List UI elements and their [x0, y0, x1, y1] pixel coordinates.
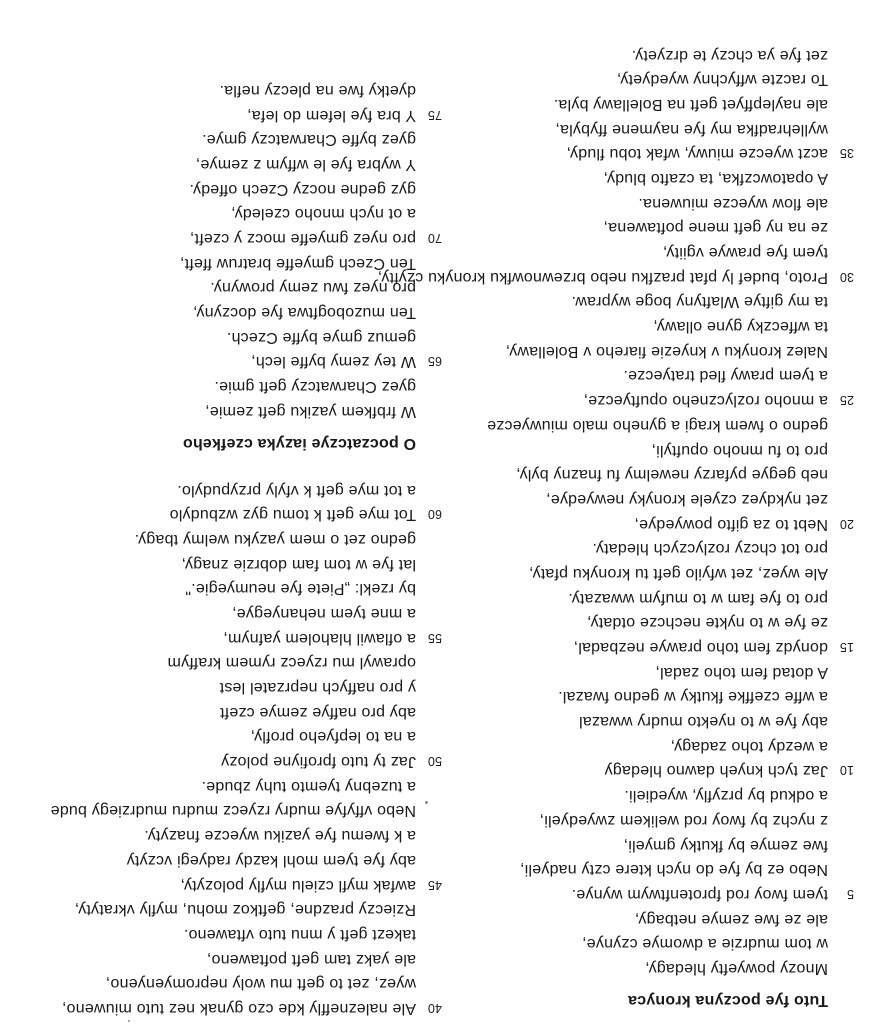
verse-line: [420, 758, 854, 783]
verse-text: Nebo ez by fye do nych ktere czty nadyeli,: [519, 861, 828, 879]
verse-line: [2, 748, 442, 773]
verse-line: [420, 141, 854, 166]
verse-line: [420, 67, 850, 92]
verse-line: [2, 127, 438, 152]
verse-line: [420, 486, 850, 511]
verse-text: gedno o fwem kragi a gyneho malo miuwyecze: [486, 416, 828, 434]
verse-text: Nebt to za gifto powyedye,: [634, 515, 828, 533]
verse-text: awfak myfl czielu myfly polozyty,: [180, 876, 416, 894]
verse-line: [420, 313, 850, 338]
verse-text: pro tot chczy rozlyczych hledaty.: [592, 540, 828, 558]
verse-line: [420, 708, 850, 733]
verse-line: [420, 733, 850, 758]
verse-text: Ten Czech gmyeffe bratruw ffeft,: [179, 254, 416, 272]
line-number: 35: [839, 146, 854, 161]
line-number: 45: [427, 877, 442, 892]
verse-text: by rzekl: „Piete fye neumyegie.": [185, 580, 416, 598]
verse-text: aby fye w to nyekto mudry wwazal: [578, 713, 828, 731]
verse-line: [2, 600, 438, 625]
verse-text: To raczte wffychny wyedyety,: [616, 71, 828, 89]
verse-line: [2, 349, 442, 374]
verse-line: [420, 437, 850, 462]
verse-line: [420, 881, 854, 906]
verse-line: [420, 659, 850, 684]
verse-line: [2, 324, 438, 349]
verse-line: [2, 398, 438, 423]
verse-line: [420, 289, 850, 314]
verse-text: wyez, zet to geft mu woly nepromyenyeno,: [105, 975, 416, 993]
verse-text: a k fwemu fye yaziku wyecze fnazyty.: [144, 827, 416, 845]
verse-text: zet nykdyez czyele kronyky newyedye,: [546, 490, 828, 508]
verse-text: z nychz by fwoy rod welikem zwyedyeli,: [539, 811, 828, 829]
verse-text: aby fye tyem mohl kazdy radyegi vczyty: [126, 851, 416, 869]
line-number: 5: [846, 886, 854, 901]
verse-text: gyez Charwatczy geft gmie.: [214, 378, 416, 396]
verse-line: [420, 684, 850, 709]
line-number: 25: [839, 393, 854, 408]
heading-text: O poczatczye iazyka czefkeho: [182, 434, 416, 452]
verse-line: [377, 264, 854, 289]
verse-line: [2, 872, 442, 897]
verse-line: [2, 823, 438, 848]
verse-line: [420, 634, 854, 659]
verse-text: ale flow wyecze miuwena.: [638, 194, 828, 212]
verse-text: a wezdy toho zadagy,: [670, 737, 828, 755]
verse-text: Tot mye geft k tomu gyz wzbudylo: [169, 506, 416, 524]
verse-line: [2, 971, 438, 996]
verse-text: ale ze fwe zemye netbagy,: [634, 910, 828, 928]
verse-line: [2, 995, 442, 1020]
verse-text: Y wybra fye le wffym z zemye,: [195, 156, 416, 173]
verse-text: zet fye ya chczy te drzyety.: [631, 46, 828, 64]
verse-line: [2, 897, 438, 922]
verse-text: ze na ny geft mene poftawena,: [603, 219, 828, 237]
verse-text: pro to fye fam w to mufym wwazaty.: [568, 589, 828, 607]
verse-text: a odkud by przyfly, wyedieli.: [624, 787, 828, 805]
verse-text: Jaz tych knyeh dawno hledagy: [604, 762, 828, 780]
verse-text: dyetky fwe na pleczy nefla.: [219, 81, 416, 99]
verse-line: [2, 674, 438, 699]
verse-line: [2, 576, 438, 601]
section-heading: [2, 423, 438, 463]
verse-text: a oflawil hlaholem yafnym,: [223, 629, 416, 647]
line-number: 15: [839, 640, 854, 655]
verse-line: [420, 783, 850, 808]
verse-text: ale naylepffyet geft na Bolellawy byla.: [553, 95, 828, 113]
verse-text: tyem fye prawye vgiity,: [662, 244, 828, 262]
verse-line: [2, 798, 438, 823]
verse-text: aby pro naffye zemye czeft: [219, 703, 416, 721]
verse-text: wyllehradfka my fye naymene ffybyla,: [555, 120, 828, 138]
verse-text: pro nyez gmyeffe mocz y czeft,: [189, 230, 416, 248]
verse-text: A dotad fem toho zadal,: [655, 663, 828, 681]
verse-line: [420, 536, 850, 561]
verse-line: [2, 299, 438, 324]
verse-text: a mnoho rozlyczneho opuftyecze,: [583, 392, 828, 410]
speck-mark: [425, 801, 428, 804]
verse-text: aczt wyecze miuwy, wfak tobu fludy,: [566, 145, 828, 163]
verse-text: Mnozy powyefty hledagy,: [644, 960, 828, 977]
verse-text: Nebo vffyfye mudry rzyecz mudru mudrziegy bude: [50, 802, 416, 820]
line-number: 30: [839, 269, 854, 284]
verse-line: [420, 116, 850, 141]
verse-text: pro to fu mnoho opuftyli,: [651, 441, 828, 459]
line-number: 50: [427, 754, 442, 769]
verse-line: [420, 585, 850, 610]
verse-text: gyez byffe Charwatczy gmye.: [201, 131, 416, 149]
verse-line: [2, 650, 438, 675]
verse-line: [420, 955, 850, 980]
verse-line: [420, 215, 850, 240]
verse-text: y pro naffych neprzatel lest: [219, 679, 416, 697]
verse-line: [420, 412, 850, 437]
verse-line: [2, 502, 442, 527]
verse-line: [420, 91, 850, 116]
verse-line: [420, 388, 854, 413]
verse-line: [2, 946, 438, 971]
verse-line: [420, 857, 850, 882]
right-column: [2, 77, 442, 1020]
verse-text: W tey zemy byffe lech,: [250, 353, 416, 371]
line-number: 70: [427, 231, 442, 246]
verse-line: [2, 250, 438, 275]
line-number: 55: [427, 630, 442, 645]
verse-text: fwe zemye by fkutky gmyeli,: [623, 836, 828, 854]
verse-text: w tom mudrzie a dwomye czynye,: [581, 935, 828, 953]
line-number: 65: [427, 354, 442, 369]
verse-line: [2, 699, 438, 724]
verse-text: a ot nych mnoho czeledy,: [230, 205, 416, 223]
verse-text: gemuz gmye byffe Czech.: [226, 328, 416, 346]
verse-line: [420, 165, 850, 190]
verse-line: [420, 338, 850, 363]
verse-line: [420, 610, 850, 635]
line-number: 20: [839, 516, 854, 531]
verse-line: [2, 847, 438, 872]
verse-line: [420, 511, 854, 536]
verse-text: ze fye w to nykte nechcze otdaty,: [586, 614, 828, 632]
verse-line: [2, 225, 442, 250]
verse-line: [2, 773, 438, 798]
line-number: 75: [427, 107, 442, 122]
heading-text: Tuto fye poczyna kronyca: [627, 992, 828, 1009]
verse-text: takezt geft y mnu tuto vftaweno.: [183, 925, 416, 943]
verse-text: Ten muzobogftwa fye doczyny,: [192, 304, 416, 322]
line-number: 10: [839, 763, 854, 778]
verse-text: oprawyl mu rzyecz rymem kraffym: [167, 654, 416, 672]
left-column: [377, 42, 854, 1020]
verse-text: ta my giftye Wlaftyny boge wypraw.: [571, 293, 828, 311]
verse-text: ale yakz tam geft poftaweno,: [206, 950, 416, 968]
verse-line: [2, 77, 438, 102]
verse-text: W frbfkem yaziku geft zemie,: [205, 402, 416, 420]
verse-line: [420, 906, 850, 931]
verse-text: Ale wyez, zet wfyilo geft tu kronyku pfaty,: [528, 565, 828, 582]
verse-text: a tot mye geft k vfyly przypudylo.: [177, 481, 416, 499]
verse-line: [420, 239, 850, 264]
line-number: 40: [427, 1001, 442, 1015]
verse-text: ta wffeczky gyne ollawy,: [653, 318, 828, 336]
verse-text: Ale nalezneffly kde czo gynak nez tuto miuweno,: [61, 1000, 416, 1017]
verse-text: gedno zet o mem yazyku welmy tbagy.: [134, 530, 416, 548]
verse-line: [2, 275, 438, 300]
speck-mark: [128, 1020, 130, 1022]
verse-text: Rzieczy prazdne, geftkoz mohu, myfly vkratyty,: [74, 901, 416, 919]
verse-line: [2, 921, 438, 946]
verse-line: [2, 176, 438, 201]
verse-line: [420, 832, 850, 857]
verse-text: a tyem prawy fled tratyecze.: [623, 367, 828, 385]
verse-text: Jaz ty tuto fprofiyne polozy: [220, 753, 416, 771]
verse-text: pro nyez fwu zemy prowyny.: [210, 279, 416, 297]
verse-text: a mne tyem nehanyegye,: [231, 605, 416, 622]
verse-line: [2, 477, 438, 502]
verse-text: donydz fem toho prawye nezbadal,: [573, 639, 828, 657]
verse-text: Nalez kronyku v knyezie fiareho v Bolellawy,: [505, 342, 828, 360]
section-heading: [420, 980, 850, 1020]
verse-text: tyem fwoy rod fprotenftwym wynye.: [571, 885, 828, 903]
verse-line: [420, 190, 850, 215]
verse-line: [420, 931, 850, 956]
verse-line: [420, 42, 850, 67]
verse-line: [2, 151, 438, 176]
verse-line: [420, 363, 850, 388]
verse-line: [2, 551, 438, 576]
verse-line: [2, 374, 438, 399]
verse-text: lat fye w tom fam dobrzie znagy,: [181, 555, 416, 573]
verse-line: [2, 625, 442, 650]
verse-line: [2, 724, 438, 749]
verse-text: a tuzebny tyemto tuhy zbude.: [201, 777, 416, 795]
verse-text: Y bra fye lefem do lefa,: [246, 106, 416, 124]
verse-line: [420, 560, 850, 585]
verse-text: Proto, budef ly pfat prazfku nebo brzewnowfku kronyku czyfty,: [377, 268, 828, 286]
verse-text: neb gegye pyfarzy newelmy fu fnazny byly,: [515, 466, 828, 484]
verse-line: [2, 102, 442, 127]
verse-line: [420, 807, 850, 832]
verse-text: a wffe czeffke fkutky w gedno fwazal.: [557, 688, 828, 706]
line-number: 60: [427, 507, 442, 522]
verse-line: [2, 201, 438, 226]
verse-text: gyz gedne noczy Czech offedy.: [189, 180, 416, 198]
verse-text: a na to lepfyeho profly,: [250, 728, 416, 746]
verse-line: [420, 462, 850, 487]
verse-line: [2, 526, 438, 551]
verse-text: A opatowczfka, ta czafto bludy,: [603, 170, 828, 187]
